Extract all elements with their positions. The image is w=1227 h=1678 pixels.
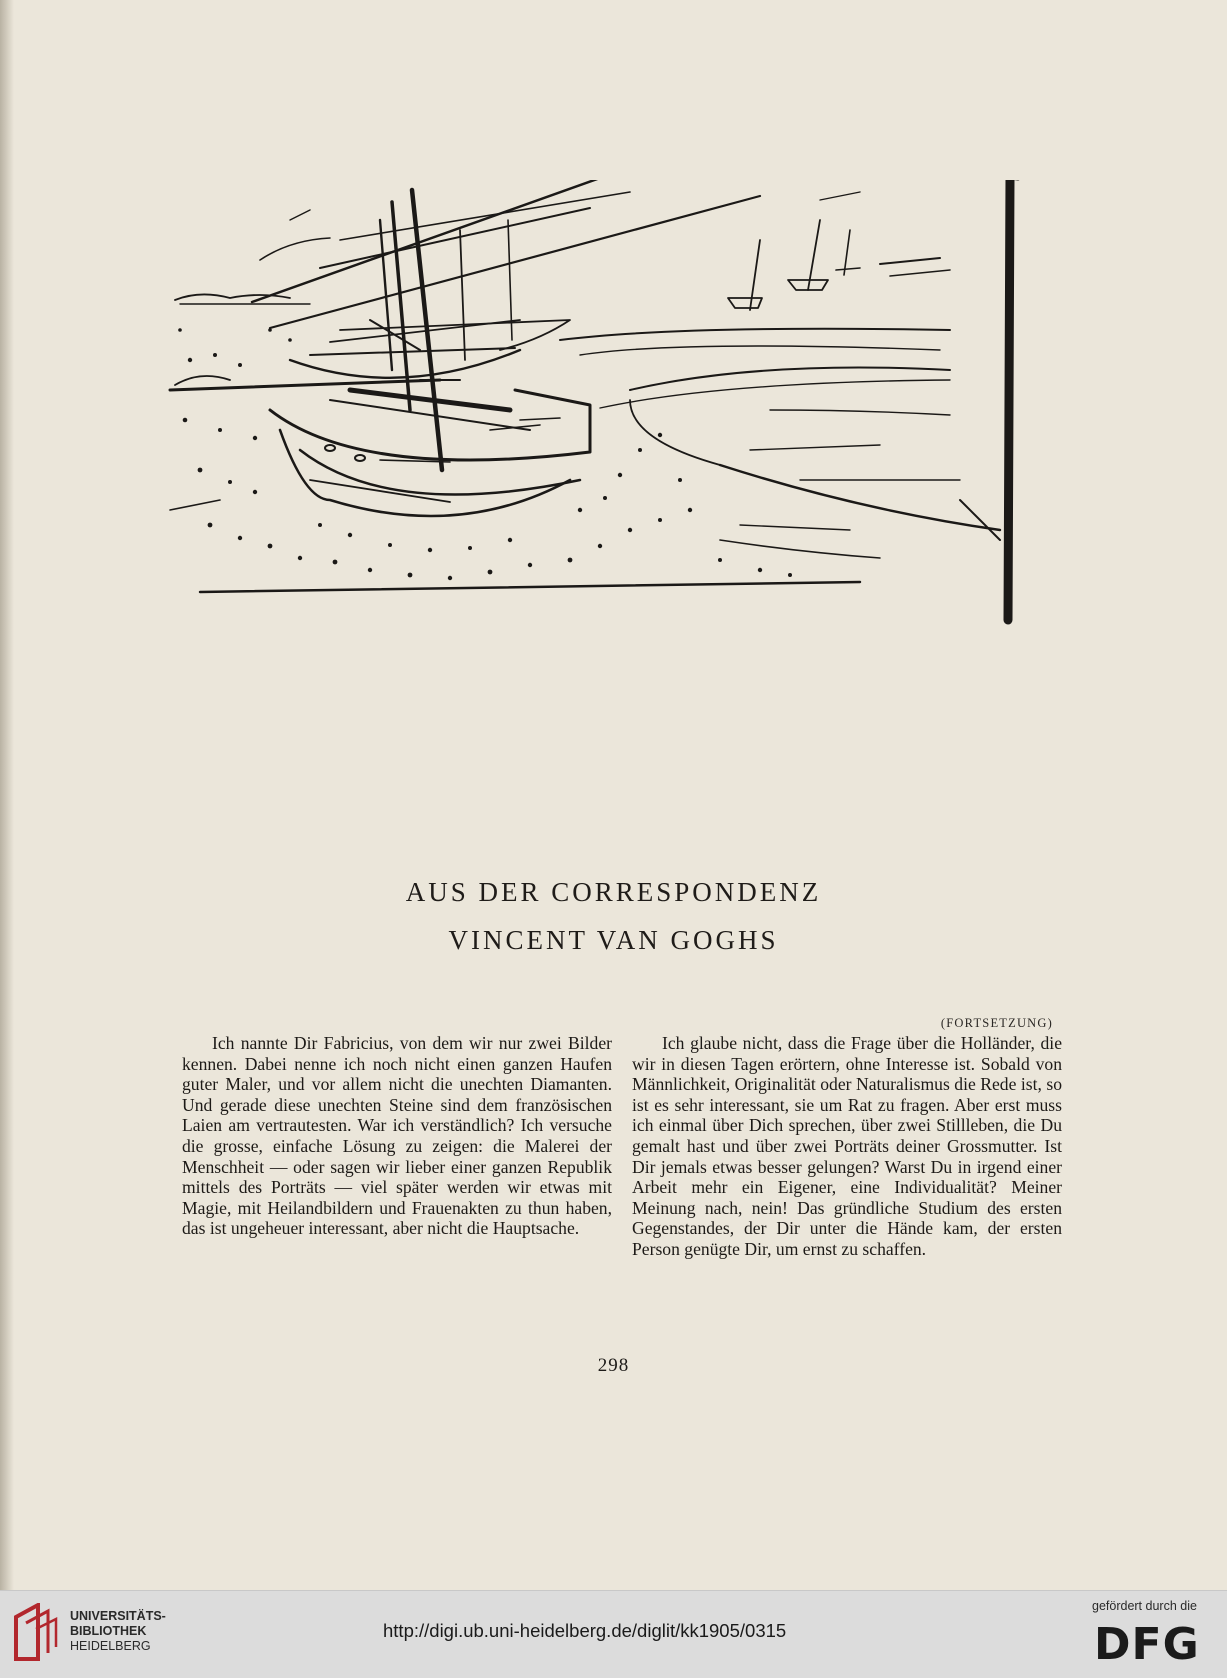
- library-line2: BIBLIOTHEK: [70, 1624, 147, 1638]
- text-column-right: [632, 1033, 1062, 1260]
- boats-illustration: [160, 180, 1060, 630]
- library-name: [70, 1609, 166, 1654]
- viewer-footer: [0, 1590, 1227, 1678]
- page-fold-shadow: [0, 0, 14, 1590]
- permalink-url[interactable]: http://digi.ub.uni-heidelberg.de/diglit/kk1905/0315: [383, 1620, 787, 1641]
- paragraph-left: Ich nannte Dir Fabricius, von dem wir nur zwei Bilder kennen. Dabei nenne ich noch nicht einen ganzen Haufen guter Maler, und vor allem nicht die unechten Diamanten. Und gerade diese unechten Steine sind dem französischen Laien am vertrautesten. War ich verständlich? Ich versuche die grosse, einfache Lösung zu zeigen: die Malerei der Menschheit — oder sagen wir lieber einer ganzen Republik mittels des Porträts — viel später werden wir etwas mit Magie, mit Heilandbildern und Frauenakten zu thun haben, das ist ungeheuer interessant, aber nicht die Hauptsache.: [182, 1033, 612, 1239]
- funder-label: gefördert durch die: [1092, 1599, 1197, 1613]
- text-column-left: [182, 1033, 612, 1239]
- dfg-logo-icon: DFG: [1094, 1619, 1200, 1670]
- page-number: 298: [597, 1355, 630, 1376]
- article-title-line1: AUS DER CORRESPONDENZ: [405, 877, 822, 907]
- paragraph-right: Ich glaube nicht, dass die Frage über die Holländer, die wir in diesen Tagen erörtern, ohne Interesse ist. Sobald von Männlichkeit, Originalität oder Naturalismus die Rede ist, so ist es sehr interessant, sie um Rat zu fragen. Aber erst muss ich einmal über Dich sprechen, über zwei Stillleben, die Du gemalt hast und über zwei Porträts deiner Grossmutter. Ist Dir jemals etwas besser gelungen? Warst Du in irgend einer Arbeit mehr ein Eigener, eine Individualität? Meiner Meinung nach, nein! Das gründliche Studium des ersten Gegenstandes, der Dir unter die Hände kam, der ersten Person genügte Dir, um ernst zu schaffen.: [632, 1033, 1062, 1259]
- library-line1: UNIVERSITÄTS-: [70, 1609, 166, 1623]
- library-line3: HEIDELBERG: [70, 1639, 151, 1653]
- continued-label: (FORTSETZUNG): [940, 1016, 1053, 1030]
- ub-heidelberg-logo-icon: [12, 1603, 64, 1663]
- article-title-line2: VINCENT VAN GOGHS: [448, 925, 779, 955]
